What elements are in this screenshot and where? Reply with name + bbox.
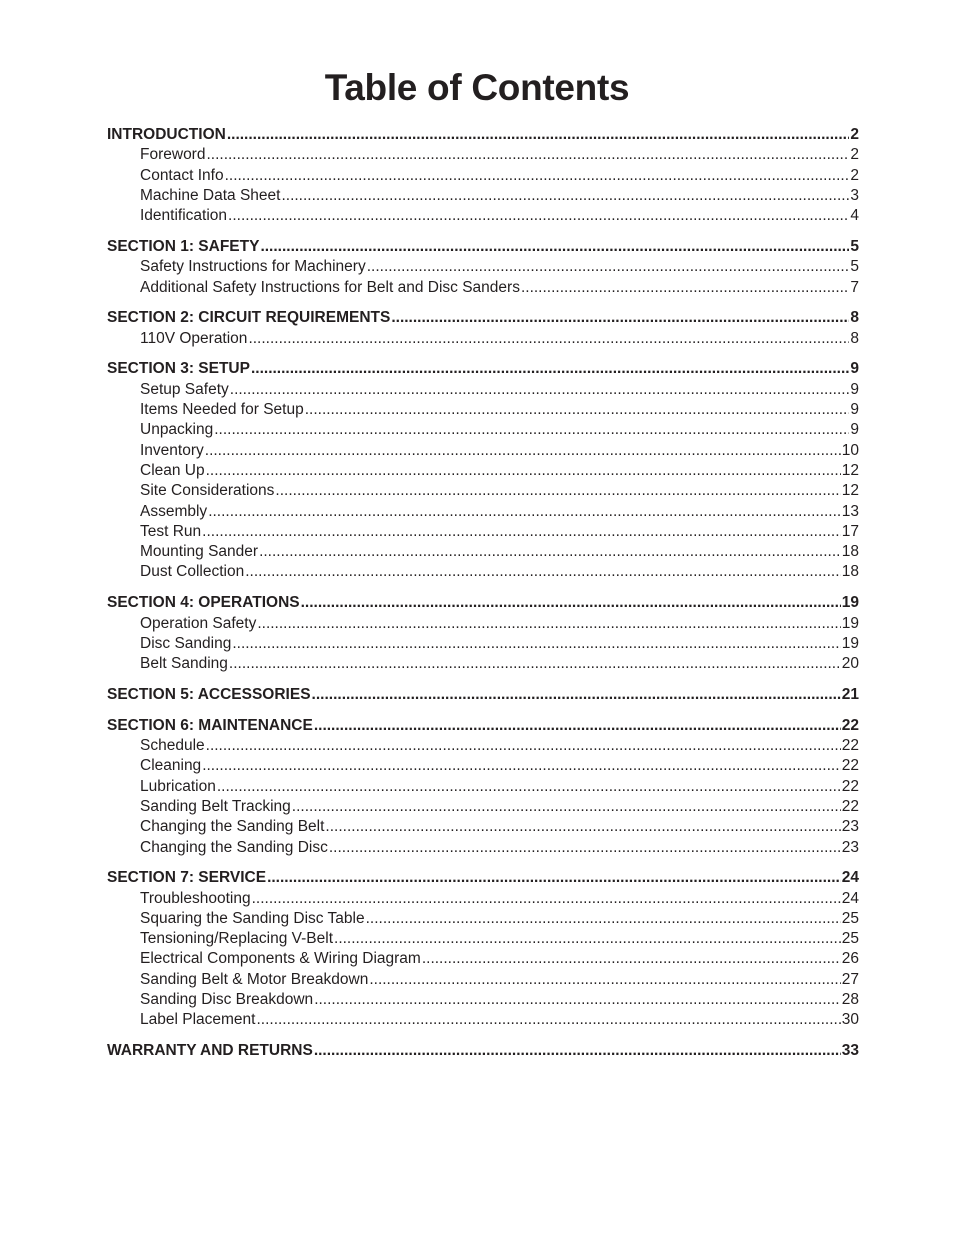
dot-leader <box>314 1041 841 1061</box>
toc-entry-page-number: 2 <box>850 166 859 184</box>
toc-entry[interactable] <box>107 797 859 817</box>
toc-entry[interactable] <box>107 614 859 634</box>
toc-entry-label: Assembly <box>140 502 208 520</box>
dot-leader <box>202 522 841 542</box>
dot-leader <box>228 206 849 226</box>
toc-entry-label: Machine Data Sheet <box>140 186 281 204</box>
toc-entry[interactable] <box>107 186 859 206</box>
toc-entry-label: Additional Safety Instructions for Belt and Disc Sanders <box>140 278 520 296</box>
toc-entry-page-number: 22 <box>841 777 859 795</box>
toc-entry[interactable] <box>107 145 859 165</box>
toc-section-heading-label: SECTION 7: SERVICE <box>107 869 267 887</box>
page-title: Table of Contents <box>324 67 630 108</box>
toc-entry-label: Inventory <box>140 441 204 459</box>
toc-entry-label: Electrical Components & Wiring Diagram <box>140 950 421 968</box>
dot-leader <box>325 817 840 837</box>
toc-entry-label: Squaring the Sanding Disc Table <box>140 909 365 927</box>
toc-section-heading-label: INTRODUCTION <box>107 126 226 143</box>
toc-entry[interactable] <box>107 441 859 461</box>
toc-entry[interactable] <box>107 949 859 969</box>
toc-entry-page-number: 26 <box>841 950 859 968</box>
dot-leader <box>232 634 840 654</box>
toc-section <box>107 685 859 705</box>
toc-entry-label: Cleaning <box>140 757 202 775</box>
toc-section-heading-label: SECTION 1: SAFETY <box>107 237 260 255</box>
toc-entry-page-number: 24 <box>841 889 859 907</box>
dot-leader <box>314 990 841 1010</box>
toc-entry-page-number: 2 <box>850 146 859 164</box>
toc-entry[interactable] <box>107 502 859 522</box>
dot-leader <box>292 797 841 817</box>
dot-leader <box>267 868 841 888</box>
dot-leader <box>301 593 841 613</box>
dot-leader <box>230 380 850 400</box>
toc-entry-label: Dust Collection <box>140 563 245 581</box>
toc-entry-label: Clean Up <box>140 461 205 479</box>
toc-entry-page-number: 23 <box>841 818 859 836</box>
toc-entry[interactable] <box>107 990 859 1010</box>
toc-entry[interactable] <box>107 970 859 990</box>
toc-entry[interactable] <box>107 257 859 277</box>
toc-entry-label: Lubrication <box>140 777 216 795</box>
toc-section-heading-page-number: 2 <box>850 126 859 143</box>
toc-entry-page-number: 25 <box>841 909 859 927</box>
toc-entry[interactable] <box>107 420 859 440</box>
toc-entry[interactable] <box>107 817 859 837</box>
toc-entry-page-number: 12 <box>841 461 859 479</box>
toc-entry-label: Contact Info <box>140 166 224 184</box>
toc-section-heading-page-number: 19 <box>841 594 859 612</box>
toc-entry[interactable] <box>107 736 859 756</box>
toc-entry-label: Schedule <box>140 737 205 755</box>
toc-entry-label: Tensioning/Replacing V-Belt <box>140 930 334 948</box>
toc-entry-label: Label Placement <box>140 1011 256 1029</box>
dot-leader <box>391 308 849 328</box>
toc-entry-label: Identification <box>140 207 228 225</box>
dot-leader <box>206 736 841 756</box>
dot-leader <box>521 278 849 298</box>
toc-section-heading[interactable] <box>107 716 859 736</box>
dot-leader <box>227 125 850 145</box>
toc-entry-page-number: 28 <box>841 991 859 1009</box>
toc-section-heading[interactable] <box>107 868 859 888</box>
toc-entry-label: Changing the Sanding Belt <box>140 818 325 836</box>
toc-entry-page-number: 20 <box>841 655 859 673</box>
toc-entry-page-number: 3 <box>850 186 859 204</box>
toc-entry-page-number: 9 <box>850 401 859 419</box>
toc-entry-page-number: 10 <box>841 441 859 459</box>
toc-entry-label: Site Considerations <box>140 482 275 500</box>
toc-entry-label: Mounting Sander <box>140 543 259 561</box>
toc-entry-page-number: 8 <box>850 329 859 347</box>
toc-section <box>107 1041 859 1061</box>
dot-leader <box>205 441 841 461</box>
toc-entry-label: Troubleshooting <box>140 889 251 907</box>
dot-leader <box>259 542 841 562</box>
dot-leader <box>329 838 841 858</box>
toc-entry[interactable] <box>107 756 859 776</box>
toc-entry[interactable] <box>107 481 859 501</box>
toc-section-heading-page-number: 24 <box>841 869 859 887</box>
toc-entry-page-number: 25 <box>841 930 859 948</box>
toc-entry[interactable] <box>107 654 859 674</box>
toc-entry[interactable] <box>107 400 859 420</box>
dot-leader <box>248 329 849 349</box>
dot-leader <box>312 685 841 705</box>
toc-entry-page-number: 30 <box>841 1011 859 1029</box>
toc-entry-page-number: 27 <box>841 970 859 988</box>
toc-entry-page-number: 19 <box>841 614 859 632</box>
dot-leader <box>334 929 841 949</box>
toc-entry-page-number: 13 <box>841 502 859 520</box>
toc-section-heading-page-number: 33 <box>841 1042 859 1060</box>
toc-entry[interactable] <box>107 380 859 400</box>
toc-entry[interactable] <box>107 929 859 949</box>
dot-leader <box>314 716 841 736</box>
toc-entry[interactable] <box>107 1010 859 1030</box>
toc-section <box>107 593 859 674</box>
toc-entry-page-number: 19 <box>841 634 859 652</box>
toc-entry[interactable] <box>107 166 859 186</box>
toc-entry-label: 110V Operation <box>140 329 248 347</box>
toc-entry[interactable] <box>107 542 859 562</box>
toc-entry-label: Items Needed for Setup <box>140 401 304 419</box>
toc-section-heading-label: SECTION 6: MAINTENANCE <box>107 716 313 734</box>
toc-section-heading[interactable] <box>107 359 859 379</box>
toc-entry[interactable] <box>107 634 859 654</box>
toc-entry[interactable] <box>107 461 859 481</box>
toc-section-heading-label: SECTION 2: CIRCUIT REQUIREMENTS <box>107 309 391 327</box>
toc-entry-label: Sanding Disc Breakdown <box>140 991 314 1009</box>
toc-section-heading[interactable] <box>107 1041 859 1061</box>
toc-section-heading-page-number: 5 <box>850 237 859 255</box>
toc-entry-label: Sanding Belt & Motor Breakdown <box>140 970 369 988</box>
dot-leader <box>260 237 849 257</box>
toc-section <box>107 308 859 349</box>
toc-entry-label: Test Run <box>140 522 202 540</box>
toc-entry-page-number: 23 <box>841 838 859 856</box>
toc-section-heading[interactable] <box>107 237 859 257</box>
toc-section-heading-page-number: 22 <box>841 716 859 734</box>
toc-entry-label: Unpacking <box>140 421 214 439</box>
toc-entry-label: Disc Sanding <box>140 634 232 652</box>
dot-leader <box>202 756 841 776</box>
toc-section-heading[interactable] <box>107 685 859 705</box>
toc-section <box>107 359 859 582</box>
toc-entry-page-number: 4 <box>850 207 859 225</box>
toc-section <box>107 868 859 1030</box>
toc-section-heading[interactable] <box>107 125 859 145</box>
toc-entry[interactable] <box>107 889 859 909</box>
toc-entry-label: Operation Safety <box>140 614 257 632</box>
toc-entry-page-number: 7 <box>850 278 859 296</box>
toc-section <box>107 716 859 858</box>
toc-section-heading-page-number: 21 <box>841 685 859 703</box>
toc-entry[interactable] <box>107 777 859 797</box>
dot-leader <box>208 502 841 522</box>
toc-section-heading-label: SECTION 5: ACCESSORIES <box>107 685 311 703</box>
toc-entry-label: Safety Instructions for Machinery <box>140 258 366 276</box>
dot-leader <box>206 145 849 165</box>
dot-leader <box>366 909 841 929</box>
toc-entry-page-number: 5 <box>850 258 859 276</box>
toc-entry-page-number: 22 <box>841 797 859 815</box>
toc-section <box>107 237 859 298</box>
toc-entry-page-number: 9 <box>850 421 859 439</box>
dot-leader <box>251 359 849 379</box>
dot-leader <box>214 420 849 440</box>
table-of-contents <box>107 125 859 1072</box>
dot-leader <box>305 400 850 420</box>
toc-entry-label: Foreword <box>140 146 206 164</box>
toc-entry[interactable] <box>107 909 859 929</box>
toc-entry-page-number: 12 <box>841 482 859 500</box>
toc-section-heading[interactable] <box>107 308 859 328</box>
toc-entry[interactable] <box>107 838 859 858</box>
dot-leader <box>281 186 849 206</box>
toc-entry[interactable] <box>107 278 859 298</box>
toc-section-heading-label: SECTION 3: SETUP <box>107 360 250 378</box>
toc-section-heading-label: SECTION 4: OPERATIONS <box>107 594 300 612</box>
toc-section-heading-page-number: 9 <box>850 360 859 378</box>
toc-entry-page-number: 22 <box>841 737 859 755</box>
dot-leader <box>217 777 841 797</box>
toc-section-heading[interactable] <box>107 593 859 613</box>
dot-leader <box>229 654 841 674</box>
toc-entry[interactable] <box>107 562 859 582</box>
toc-entry-page-number: 9 <box>850 380 859 398</box>
toc-entry-label: Changing the Sanding Disc <box>140 838 328 856</box>
dot-leader <box>256 1010 840 1030</box>
toc-section-heading-page-number: 8 <box>850 309 859 327</box>
toc-entry-page-number: 22 <box>841 757 859 775</box>
dot-leader <box>225 166 850 186</box>
dot-leader <box>257 614 840 634</box>
toc-section <box>107 125 859 226</box>
dot-leader <box>369 970 840 990</box>
dot-leader <box>252 889 841 909</box>
toc-entry[interactable] <box>107 329 859 349</box>
toc-entry-page-number: 18 <box>841 543 859 561</box>
toc-section-heading-label: WARRANTY AND RETURNS <box>107 1042 313 1060</box>
toc-entry[interactable] <box>107 206 859 226</box>
toc-entry[interactable] <box>107 522 859 542</box>
dot-leader <box>245 562 841 582</box>
dot-leader <box>367 257 850 277</box>
toc-entry-page-number: 17 <box>841 522 859 540</box>
dot-leader <box>206 461 841 481</box>
dot-leader <box>275 481 840 501</box>
toc-entry-label: Belt Sanding <box>140 655 228 673</box>
toc-entry-label: Setup Safety <box>140 380 229 398</box>
dot-leader <box>422 949 841 969</box>
toc-entry-page-number: 18 <box>841 563 859 581</box>
toc-entry-label: Sanding Belt Tracking <box>140 797 291 815</box>
